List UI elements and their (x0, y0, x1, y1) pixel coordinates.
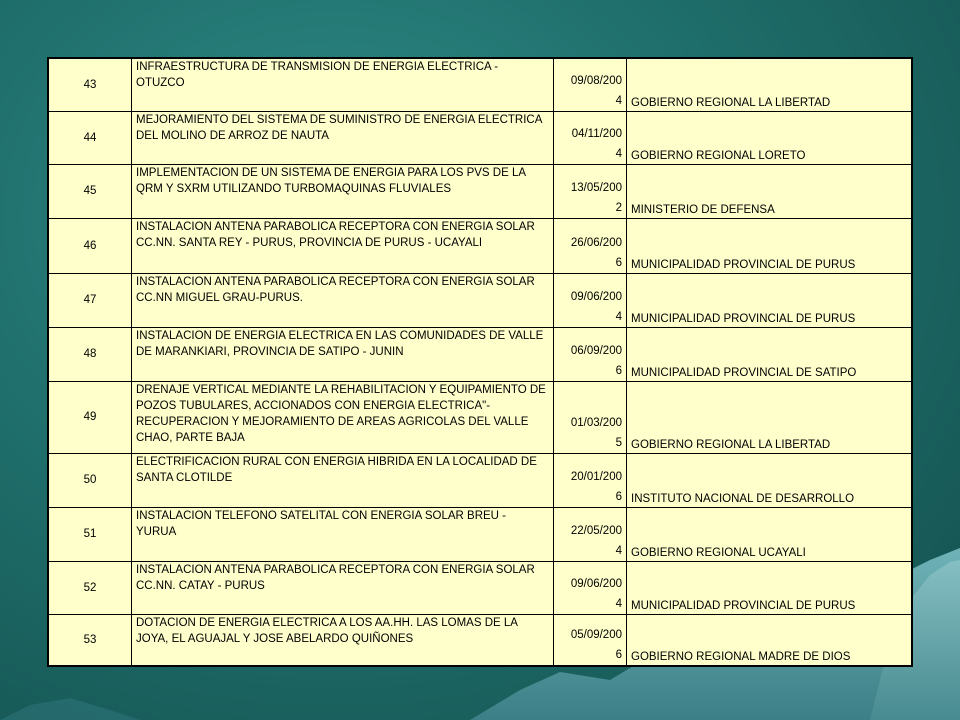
project-date (554, 218, 627, 273)
project-institution: MUNICIPALIDAD PROVINCIAL DE PURUS (627, 218, 913, 273)
project-institution: MUNICIPALIDAD PROVINCIAL DE SATIPO (627, 327, 913, 381)
project-date (554, 164, 627, 218)
project-date-part2: 6 (615, 364, 622, 377)
project-name: INSTALACION ANTENA PARABOLICA RECEPTORA CON ENERGIA SOLAR CC.NN. SANTA REY - PURUS, PROVINCIA DE PURUS - UCAYALI (132, 218, 554, 273)
project-institution: INSTITUTO NACIONAL DE DESARROLLO (627, 453, 913, 507)
project-number: 45 (48, 164, 132, 218)
project-date (554, 561, 627, 614)
project-number: 46 (48, 218, 132, 273)
table-row (48, 164, 912, 218)
project-name: INSTALACION ANTENA PARABOLICA RECEPTORA CON ENERGIA SOLAR CC.NN MIGUEL GRAU-PURUS. (132, 273, 554, 327)
project-date-part2: 5 (615, 436, 622, 449)
table-row (48, 453, 912, 507)
project-name: MEJORAMIENTO DEL SISTEMA DE SUMINISTRO DE ENERGIA ELECTRICA DEL MOLINO DE ARROZ DE NAUTA (132, 111, 554, 164)
table-row (48, 561, 912, 614)
project-date-part2: 4 (615, 310, 622, 323)
project-date-part1: 09/06/200 (570, 577, 622, 590)
table-row (48, 273, 912, 327)
project-date-part2: 6 (615, 490, 622, 503)
project-number: 50 (48, 453, 132, 507)
project-date-part1: 04/11/200 (571, 127, 622, 140)
project-date (554, 614, 627, 666)
table-row (48, 58, 912, 111)
project-number: 44 (48, 111, 132, 164)
project-name: IMPLEMENTACION DE UN SISTEMA DE ENERGIA PARA LOS PVS DE LA QRM Y SXRM UTILIZANDO TURBOMAQUINAS FLUVIALES (132, 164, 554, 218)
table-row (48, 614, 912, 666)
project-date (554, 381, 627, 453)
project-institution: GOBIERNO REGIONAL LA LIBERTAD (627, 381, 913, 453)
project-date-part2: 4 (615, 147, 622, 160)
project-name: ELECTRIFICACION RURAL CON ENERGIA HIBRIDA EN LA LOCALIDAD DE SANTA CLOTILDE (132, 453, 554, 507)
project-date-part2: 4 (615, 544, 622, 557)
table-row (48, 218, 912, 273)
project-date-part1: 20/01/200 (570, 470, 622, 483)
project-date-part1: 05/09/200 (570, 629, 622, 641)
project-institution: MINISTERIO DE DEFENSA (627, 164, 913, 218)
project-date-part1: 26/06/200 (570, 236, 622, 249)
project-date-part2: 6 (615, 649, 622, 661)
project-date (554, 453, 627, 507)
project-number: 47 (48, 273, 132, 327)
project-date-part2: 4 (615, 597, 622, 610)
project-date-part2: 2 (615, 201, 622, 214)
project-date (554, 273, 627, 327)
projects-table-body (48, 58, 912, 666)
project-date (554, 507, 627, 561)
project-institution: GOBIERNO REGIONAL LA LIBERTAD (627, 58, 913, 111)
project-number: 49 (48, 381, 132, 453)
project-name: INFRAESTRUCTURA DE TRANSMISION DE ENERGIA ELECTRICA - OTUZCO (132, 58, 554, 111)
project-name: INSTALACION DE ENERGIA ELECTRICA EN LAS COMUNIDADES DE VALLE DE MARANKIARI, PROVINCIA DE SATIPO - JUNIN (132, 327, 554, 381)
project-number: 52 (48, 561, 132, 614)
project-date (554, 111, 627, 164)
project-number: 53 (48, 614, 132, 666)
project-date (554, 58, 627, 111)
project-date-part1: 13/05/200 (570, 181, 622, 194)
table-row (48, 507, 912, 561)
project-institution: GOBIERNO REGIONAL MADRE DE DIOS (627, 614, 913, 666)
table-row (48, 381, 912, 453)
project-name: DOTACION DE ENERGIA ELECTRICA A LOS AA.HH. LAS LOMAS DE LA JOYA, EL AGUAJAL Y JOSE ABELARDO QUIÑONES (132, 614, 554, 666)
project-number: 43 (48, 58, 132, 111)
project-date-part1: 06/09/200 (570, 344, 622, 357)
project-institution: MUNICIPALIDAD PROVINCIAL DE PURUS (627, 561, 913, 614)
project-name: DRENAJE VERTICAL MEDIANTE LA REHABILITACION Y EQUIPAMIENTO DE POZOS TUBULARES, ACCIONADOS CON ENERGIA ELECTRICA"- RECUPERACION Y MEJORAMIENTO DE AREAS AGRICOLAS DEL VALLE CHAO, PARTE BAJA (132, 381, 554, 453)
project-date-part1: 09/06/200 (570, 290, 622, 303)
project-institution: GOBIERNO REGIONAL LORETO (627, 111, 913, 164)
project-name: INSTALACION TELEFONO SATELITAL CON ENERGIA SOLAR BREU - YURUA (132, 507, 554, 561)
project-institution: GOBIERNO REGIONAL UCAYALI (627, 507, 913, 561)
projects-table (47, 57, 913, 667)
project-date-part2: 6 (615, 256, 622, 269)
project-date-part1: 09/08/200 (570, 74, 622, 87)
project-institution: MUNICIPALIDAD PROVINCIAL DE PURUS (627, 273, 913, 327)
project-number: 48 (48, 327, 132, 381)
table-row (48, 111, 912, 164)
project-date-part1: 22/05/200 (570, 524, 622, 537)
project-date-part1: 01/03/200 (570, 416, 622, 429)
project-date (554, 327, 627, 381)
project-name: INSTALACION ANTENA PARABOLICA RECEPTORA CON ENERGIA SOLAR CC.NN. CATAY - PURUS (132, 561, 554, 614)
table-row (48, 327, 912, 381)
project-date-part2: 4 (615, 94, 622, 107)
project-number: 51 (48, 507, 132, 561)
